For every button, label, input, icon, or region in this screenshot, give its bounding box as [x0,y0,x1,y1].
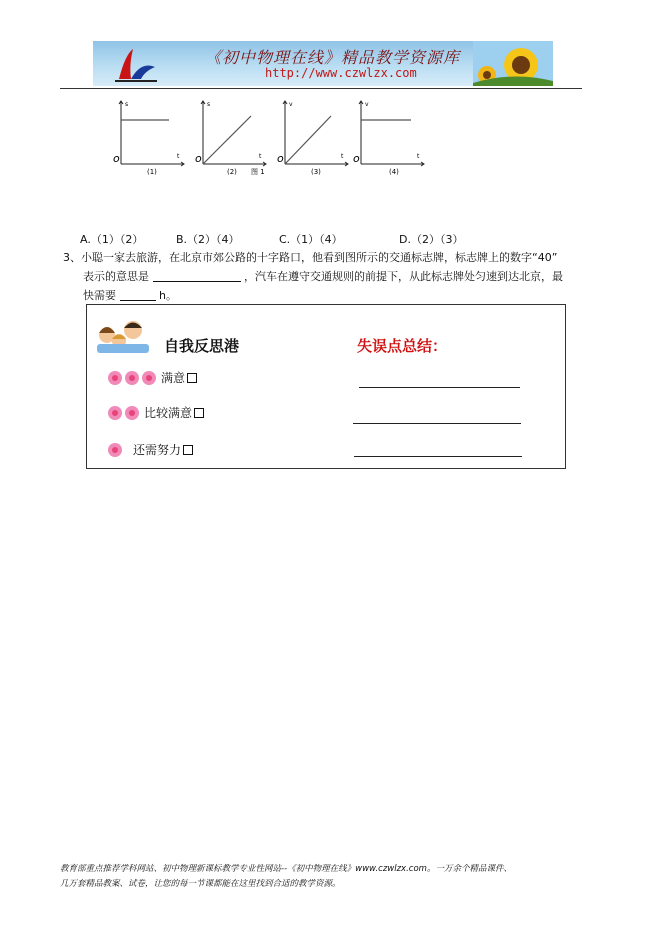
checkbox-satisfied[interactable] [187,373,197,383]
flower-rating-2 [107,405,140,421]
rating-row-satisfied[interactable] [107,369,197,386]
summary-line-1[interactable] [359,387,520,388]
option-b: B.（2）（4） [176,233,240,246]
graph-4-xlabel: t [417,153,420,160]
option-d: D.（2）（3） [399,233,464,246]
graph-4-ylabel: v [365,101,369,108]
checkbox-fairly-satisfied[interactable] [194,408,204,418]
question-3-line-3 [63,286,593,305]
graph-4 [353,101,424,176]
sunflower-icon [473,41,553,86]
option-c: C.（1）（4） [279,233,343,246]
error-summary-title: 失误点总结： [357,337,448,355]
graph-1-origin: o [113,152,120,165]
question-3-text-3b: h。 [159,289,177,302]
page-footer [60,862,620,892]
flower-icon [124,370,140,386]
flower-icon [107,370,123,386]
reflection-heading: 自我反思港 [164,337,240,355]
header-banner [93,41,553,86]
graph-1 [113,101,184,176]
question-3-text-3a: 快需要 [83,289,116,302]
graph-2-origin: o [195,152,202,165]
graph-2-ylabel: s [207,101,211,108]
rating-row-fairly-satisfied[interactable] [107,404,204,421]
graph-1-ylabel: s [125,101,129,108]
graph-3-origin: o [277,152,284,165]
flower-icon [107,442,123,458]
footer-line-1: 教育部重点推荐学科网站、初中物理新课标教学专业性网站--《初中物理在线》www.czwlzx.com。一万余个精品课件、 [60,864,512,874]
logo-icon [111,45,161,83]
option-a: A.（1）（2） [80,233,144,246]
graph-1-xlabel: t [177,153,180,160]
flower-icon [107,405,123,421]
rating-label-fairly-satisfied: 比较满意 [144,406,193,420]
summary-line-2[interactable] [353,423,521,424]
graph-4-caption: (4) [389,168,399,176]
checkbox-needs-effort[interactable] [183,445,193,455]
flower-icon [124,405,140,421]
question-3-text-2a: 表示的意思是 [83,270,149,283]
question-3-line-1: 3、小聪一家去旅游，在北京市郊公路的十字路口，他看到图所示的交通标志牌，标志牌上的数字“40” [63,251,558,264]
graph-1-caption: (1) [147,168,157,176]
graph-2 [195,101,266,176]
flower-icon [141,370,157,386]
footer-line-2: 几万套精品教案、试卷，让您的每一节课都能在这里找到合适的教学资源。 [60,879,341,889]
rating-row-needs-effort[interactable] [107,441,193,458]
question-3-line-2 [63,267,593,286]
motion-graphs-figure [113,96,425,178]
graph-3-ylabel: v [289,101,293,108]
question-3-text-2b: ，汽车在遵守交通规则的前提下，从此标志牌处匀速到达北京，最 [244,270,563,283]
graph-3-xlabel: t [341,153,344,160]
header-rule [60,88,582,89]
figure-label: 图 1 [251,168,265,176]
answer-blank-meaning[interactable] [153,269,241,282]
summary-line-3[interactable] [354,456,522,457]
rating-label-needs-effort: 还需努力 [133,443,182,457]
graph-2-caption: (2) [227,168,237,176]
graph-4-origin: o [353,152,360,165]
flower-rating-1 [107,442,123,458]
flower-rating-3 [107,370,157,386]
banner-title: 《初中物理在线》精品教学资源库 [205,48,461,67]
self-reflection-box [86,304,566,469]
family-cartoon-icon [93,317,155,353]
question-3 [63,248,593,305]
answer-blank-time[interactable] [120,288,156,301]
graph-2-xlabel: t [259,153,262,160]
banner-url: http://www.czwlzx.com [265,66,417,80]
graph-3-caption: (3) [311,168,321,176]
graph-3 [277,101,348,176]
rating-label-satisfied: 满意 [161,371,186,385]
